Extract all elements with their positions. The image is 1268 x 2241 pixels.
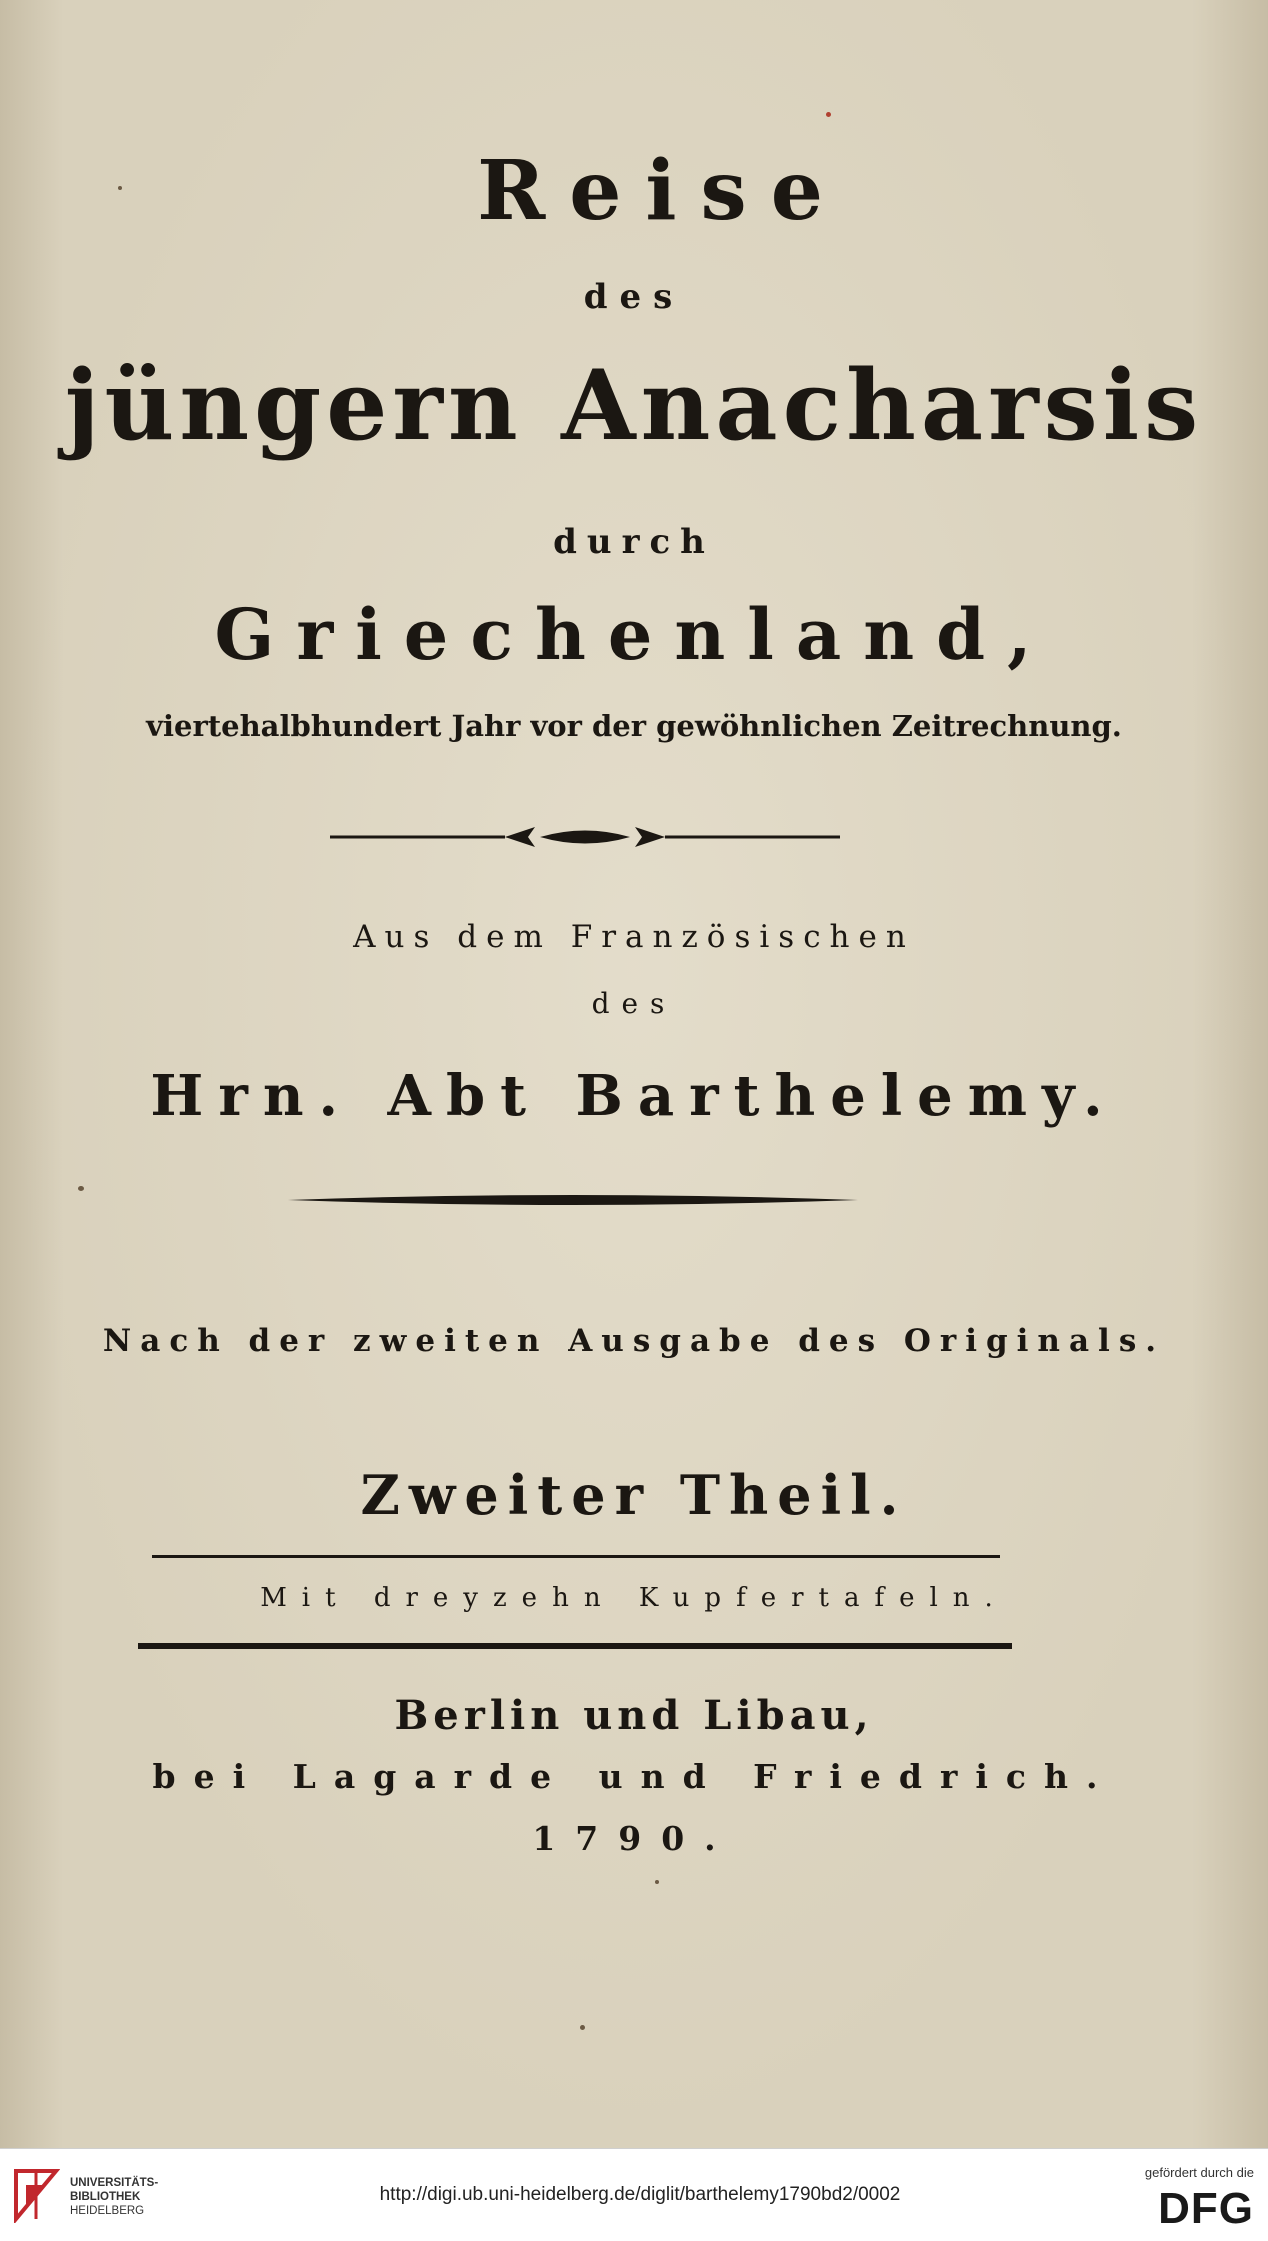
place-line: Berlin und Libau,: [394, 1692, 874, 1739]
library-name-line-3: HEIDELBERG: [70, 2205, 145, 2217]
funding-note: gefördert durch die: [1144, 2165, 1254, 2180]
year-line: 1790.: [532, 1819, 736, 1858]
publisher-line: bei Lagarde und Friedrich.: [152, 1757, 1116, 1796]
title-des: des: [583, 277, 685, 317]
title-reise: Reise: [477, 143, 847, 239]
author-line: Hrn. Abt Barthelemy.: [150, 1063, 1118, 1129]
dfg-logo[interactable]: DFG: [1158, 2184, 1254, 2233]
ornament-rule-swell: [288, 1191, 858, 1209]
library-name-line-2: BIBLIOTHEK: [70, 2191, 141, 2203]
paper-spot: [580, 2025, 585, 2030]
plates-line: Mit dreyzehn Kupfertafeln.: [260, 1583, 1008, 1613]
paper-spot: [655, 1880, 659, 1884]
edition-line: Nach der zweiten Ausgabe des Originals.: [102, 1323, 1166, 1359]
title-name: jüngern Anacharsis: [64, 349, 1204, 462]
paper-spot: [78, 1186, 84, 1191]
title-durch: durch: [553, 522, 715, 562]
title-griechenland: Griechenland,: [214, 593, 1054, 676]
permalink-url[interactable]: http://digi.ub.uni-heidelberg.de/diglit/barthelemy1790bd2/0002: [379, 2184, 901, 2205]
viewer-footer: [0, 2148, 1268, 2241]
library-name-line-1: UNIVERSITÄTS-: [70, 2177, 159, 2189]
volume-line: Zweiter Theil.: [360, 1463, 908, 1527]
rule-thin: [152, 1555, 1000, 1558]
library-name[interactable]: [70, 2176, 158, 2218]
subtitle: viertehalbhundert Jahr vor der gewöhnlichen Zeitrechnung.: [146, 709, 1122, 743]
paper-spot: [826, 112, 831, 117]
ornament-rule-arrows: [330, 822, 840, 852]
university-library-logo-icon[interactable]: [12, 2167, 60, 2223]
paper-spot: [118, 186, 122, 190]
rule-thick: [138, 1643, 1012, 1649]
title-des-2: des: [591, 987, 677, 1020]
translation-note: Aus dem Französischen: [353, 919, 915, 955]
